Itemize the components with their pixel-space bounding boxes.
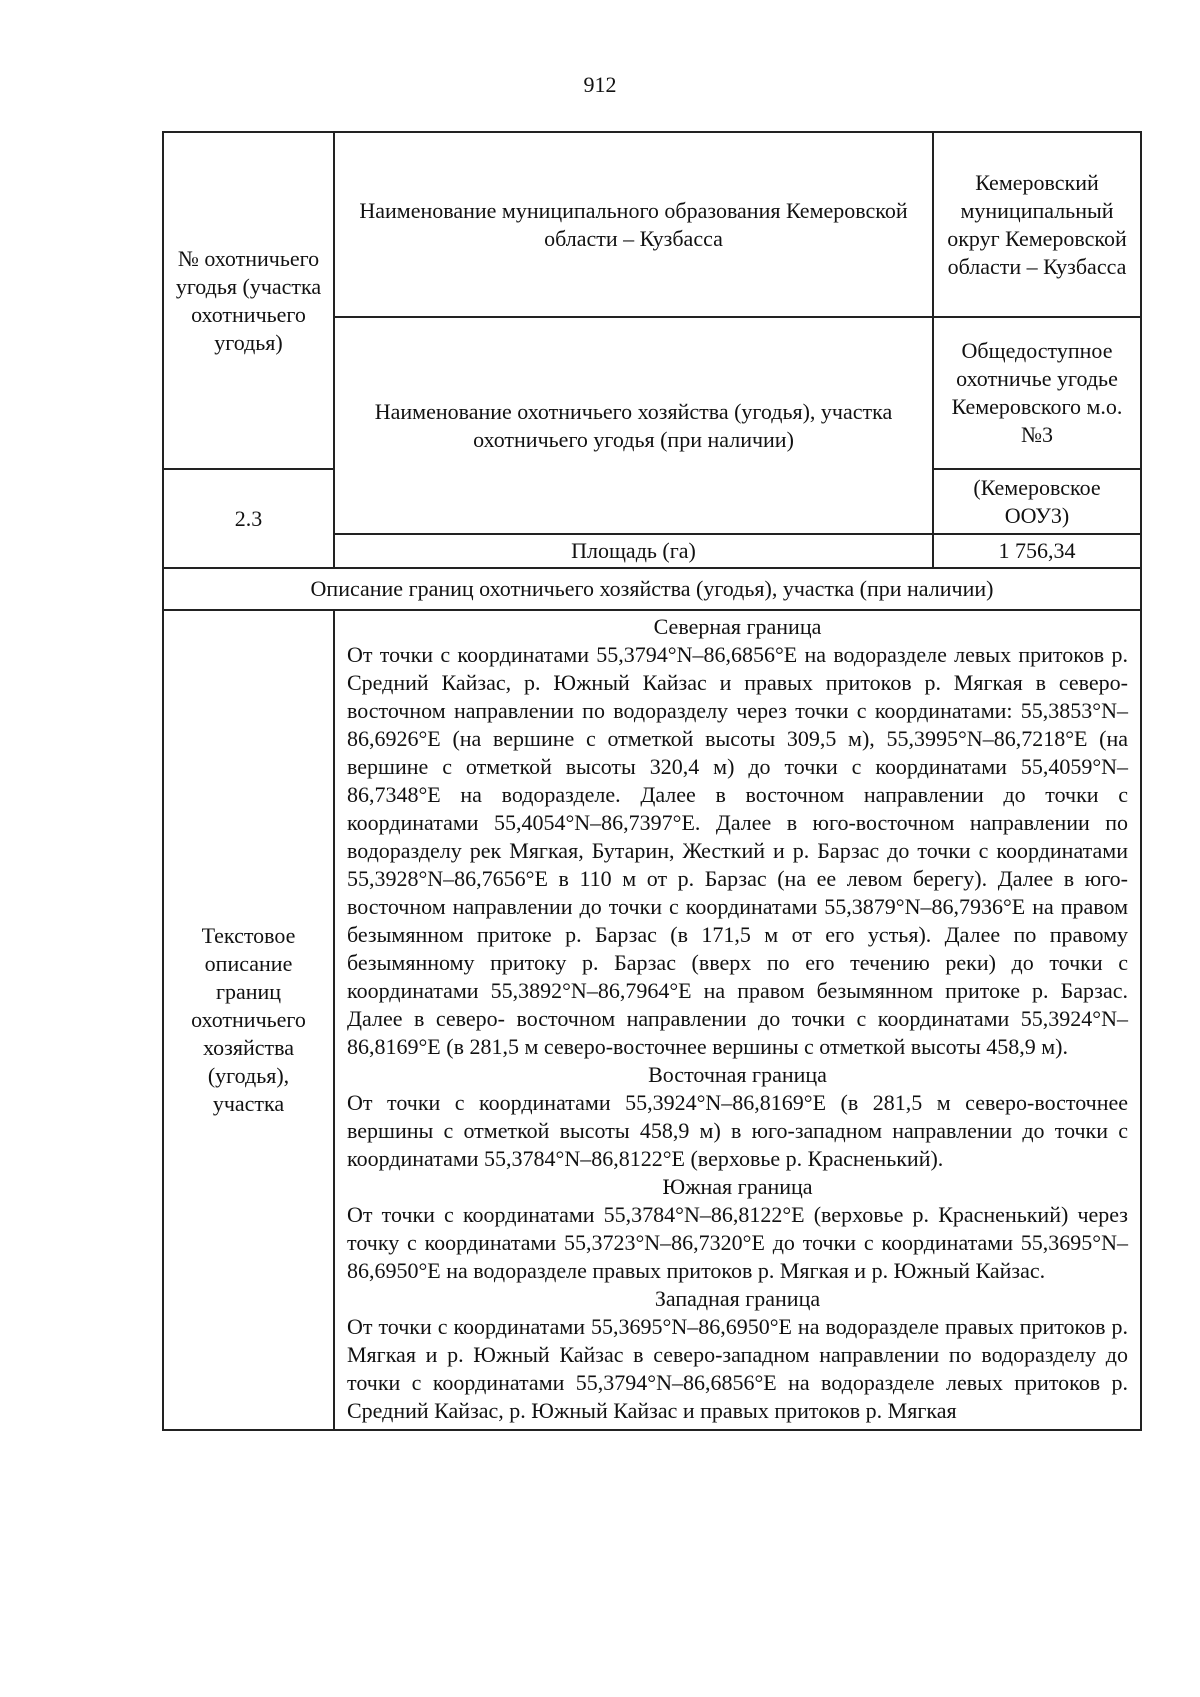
hunting-ground-table [162, 131, 1142, 1431]
page-number: 912 [583, 72, 617, 97]
east-boundary-text: От точки с координатами 55,3924°N–86,8169°E (в 281,5 м северо-восточнее вершины с отметкой высоты 458,9 м) в юго-западном направлении до точки с координатами 55,3784°N–86,8122°E (верховье р. Красненький). [347, 1090, 1128, 1171]
north-boundary-text: От точки с координатами 55,3794°N–86,6856°E на водоразделе левых притоков р. Средний Кайзас, р. Южный Кайзас и правых притоков р. Мягкая в северо-восточном направлении по водоразделу через точки с координатами: 55,3853°N–86,6926°E (на вершине с отметкой высоты 309,5 м), 55,3995°N–86,7218°E (на вершине с отметкой высоты 320,4 м) до точки с координатами 55,4059°N–86,7348°E на водоразделе. Далее в восточном направлении до точки с координатами 55,4054°N–86,7397°E. Далее в юго-восточном направлении по водоразделу рек Мягкая, Бутарин, Жесткий и р. Барзас до точки с координатами 55,3928°N–86,7656°E в 110 м от р. Барзас (на ее левом берегу). Далее в юго-восточном направлении до точки с координатами 55,3879°N–86,7936°E на правом безымянном притоке р. Барзас (в 171,5 м от его устья). Далее по правому безымянному притоку р. Барзас (вверх по его течению реки) до точки с координатами 55,3892°N–86,7964°E на правом безымянном притоке р. Барзас. Далее в северо- восточном направлении до точки с координатами 55,3924°N–86,8169°E (в 281,5 м северо-восточнее вершины с отметкой высоты 458,9 м). [347, 642, 1128, 1059]
hunting-ground-no-value: 2.3 [163, 469, 334, 568]
area-value: 1 756,34 [933, 534, 1141, 568]
farm-label: Наименование охотничьего хозяйства (угодья), участка охотничьего угодья (при наличии) [334, 317, 933, 534]
municipality-value: Кемеровский муниципальный округ Кемеровской области – Кузбасса [933, 132, 1141, 317]
hunting-ground-no-label: № охотничьего угодья (участка охотничьего угодья) [163, 132, 334, 469]
area-label: Площадь (га) [334, 534, 933, 568]
description-side-label: Текстовое описание границ охотничьего хозяйства (угодья), участка [163, 610, 334, 1430]
west-boundary-title: Западная граница [654, 1286, 821, 1311]
table-row [163, 568, 1141, 610]
west-boundary-text: От точки с координатами 55,3695°N–86,6950°E на водоразделе правых притоков р. Мягкая и р. Южный Кайзас в северо-западном направлении по водоразделу до точки с координатами 55,3794°N–86,6856°E на водоразделе левых притоков р. Средний Кайзас, р. Южный Кайзас и правых притоков р. Мягкая [347, 1314, 1128, 1423]
table-row [163, 132, 1141, 317]
farm-value-2: (Кемеровское ООУ3) [933, 469, 1141, 534]
south-boundary-text: От точки с координатами 55,3784°N–86,8122°E (верховье р. Красненький) через точку с координатами 55,3723°N–86,7320°E до точки с координатами 55,3695°N–86,6950°E на водоразделе правых притоков р. Мягкая и р. Южный Кайзас. [347, 1202, 1128, 1283]
north-boundary-title: Северная граница [653, 614, 822, 639]
description-text-cell [334, 610, 1141, 1430]
south-boundary-title: Южная граница [662, 1174, 813, 1199]
description-heading: Описание границ охотничьего хозяйства (угодья), участка (при наличии) [163, 568, 1141, 610]
table-row [163, 610, 1141, 1430]
municipality-label: Наименование муниципального образования Кемеровской области – Кузбасса [334, 132, 933, 317]
farm-value-1: Общедоступное охотничье угодье Кемеровского м.о. №3 [933, 317, 1141, 469]
east-boundary-title: Восточная граница [648, 1062, 827, 1087]
